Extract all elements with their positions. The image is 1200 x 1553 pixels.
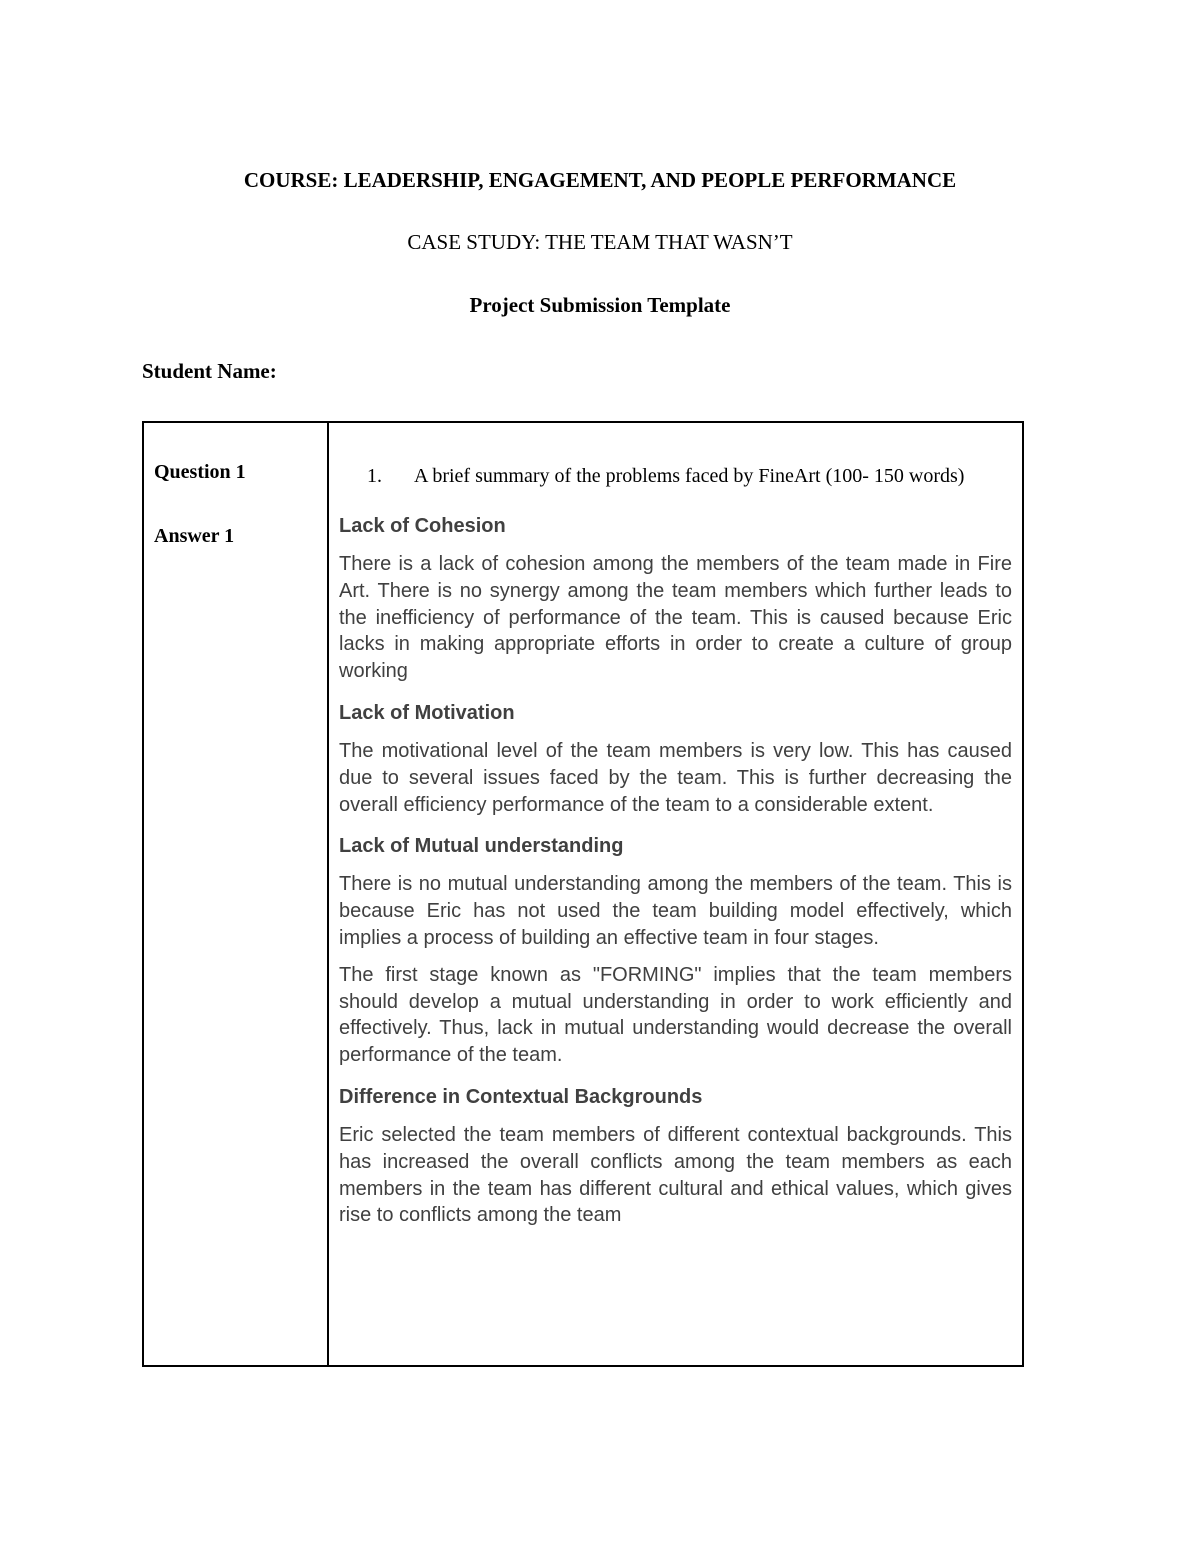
course-title: COURSE: LEADERSHIP, ENGAGEMENT, AND PEOPLE PERFORMANCE [243,168,957,192]
case-study-title: CASE STUDY: THE TEAM THAT WASN’T [407,230,793,254]
section-heading-contextual-backgrounds: Difference in Contextual Backgrounds [339,1085,703,1108]
section-heading-cohesion: Lack of Cohesion [339,515,506,537]
template-title: Project Submission Template [469,293,731,317]
question-number: 1. [367,465,382,487]
label-column [144,423,329,1365]
section-heading-mutual-understanding: Lack of Mutual understanding [339,835,624,858]
section-paragraph: The first stage known as "FORMING" implies that the team members should develop a mutual understanding in order to work efficiently and effectively. Thus, lack in mutual understanding would decrease the overall performance of the team. [339,963,1012,1067]
section-heading-motivation: Lack of Motivation [339,701,515,724]
section-paragraph: The motivational level of the team members is very low. This has caused due to several issues faced by the team. This is further decreasing the overall efficiency performance of the team to a considerable extent. [339,739,1012,816]
question-item [339,457,1012,496]
question-label: Question 1 [154,461,246,483]
student-name-label: Student Name: [142,359,277,383]
answer-column [329,423,1022,1365]
section-paragraph: There is a lack of cohesion among the members of the team made in Fire Art. There is no synergy among the team members which further leads to the inefficiency of performance of the team. This is caused because Eric lacks in making appropriate efforts in order to create a culture of group working [339,553,1012,683]
document-header [0,162,1200,323]
section-paragraph: Eric selected the team members of different contextual backgrounds. This has increased the overall conflicts among the team members as each members in the team has different cultural and ethical values, which gives rise to conflicts among the team [339,1123,1012,1227]
section-paragraph: There is no mutual understanding among the members of the team. This is because Eric has not used the team building model effectively, which implies a process of building an effective team in four stages. [339,873,1012,949]
question-answer-table [142,421,1024,1367]
answer-label: Answer 1 [154,525,235,547]
question-text: A brief summary of the problems faced by FineArt (100- 150 words) [414,465,965,487]
